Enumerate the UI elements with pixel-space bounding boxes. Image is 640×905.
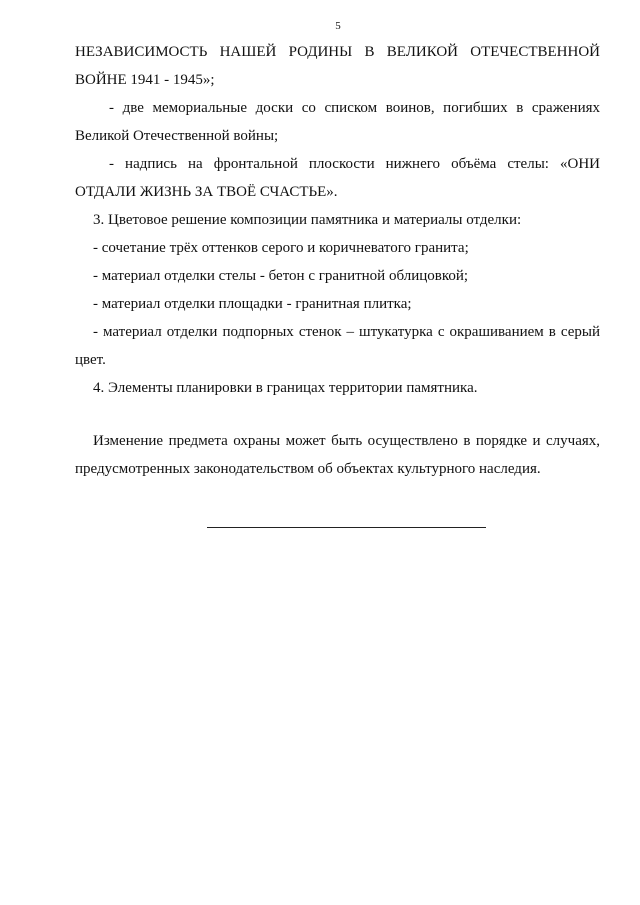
- paragraph-amendment-note: Изменение предмета охраны может быть осуществлено в порядке и случаях, предусмотренных законодательством об объектах культурного наследия.: [75, 433, 600, 477]
- list-item-stele-material: - материал отделки стелы - бетон с гранитной облицовкой;: [93, 268, 469, 284]
- page-number: 5: [335, 20, 341, 32]
- paragraph-color-solution: 3. Цветовое решение композиции памятника и материалы отделки:: [93, 212, 522, 228]
- list-item-granite-shades: - сочетание трёх оттенков серого и коричневатого гранита;: [93, 240, 469, 256]
- paragraph-planning-elements: 4. Элементы планировки в границах территории памятника.: [93, 380, 478, 396]
- closing-divider-line: [207, 527, 486, 528]
- list-item-platform-material: - материал отделки площадки - гранитная плитка;: [93, 296, 412, 312]
- paragraph-memorial-plaques: - две мемориальные доски со списком воинов, погибших в сражениях Великой Отечественной войны;: [75, 100, 600, 144]
- document-body: [75, 38, 600, 483]
- list-item-retaining-walls: - материал отделки подпорных стенок – штукатурка с окрашиванием в серый цвет.: [75, 324, 600, 368]
- paragraph-heading-continuation: НЕЗАВИСИМОСТЬ НАШЕЙ РОДИНЫ В ВЕЛИКОЙ ОТЕЧЕСТВЕННОЙ ВОЙНЕ 1941 - 1945»;: [75, 44, 600, 88]
- paragraph-inscription: - надпись на фронтальной плоскости нижнего объёма стелы: «ОНИ ОТДАЛИ ЖИЗНЬ ЗА ТВОЁ СЧАСТЬЕ».: [75, 156, 600, 200]
